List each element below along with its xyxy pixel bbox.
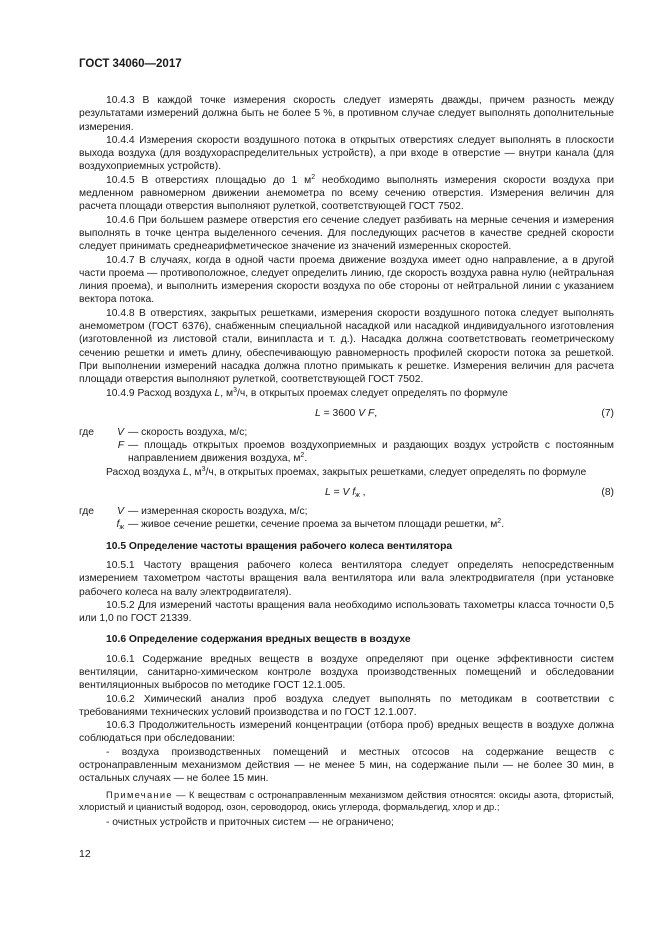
- text: ,: [359, 487, 366, 499]
- paragraph-10-4-6: 10.4.6 При большем размере отверстия его сечение следует разбивать на мерные сечения и измерения выполнять в точке центра выделенного сечения. Для последующих расчетов в качестве средней скорости следует принимать среднеарифметическое значение из значений измеренных скоростей.: [79, 214, 614, 253]
- formula-8: [79, 483, 614, 502]
- note-label: Примечание: [106, 789, 173, 800]
- symbol: V: [117, 426, 124, 438]
- paragraph-10-6-2: 10.6.2 Химический анализ проб воздуха следует выполнять по методикам в соответствии с требованиями технических условий производства и по ГОСТ 12.1.007.: [79, 693, 614, 718]
- section-heading-10-5: 10.5 Определение частоты вращения рабочего колеса вентилятора: [106, 540, 453, 552]
- where-label: где: [79, 426, 95, 438]
- superscript: 2: [497, 518, 502, 526]
- where-label: где: [79, 506, 95, 518]
- variable: f: [352, 487, 356, 499]
- page-body: [79, 94, 614, 830]
- text: необходимо выполнять измерения скорости воздуха при медленном равномерном движении анемометра по всему сечению отверстия. Измерения величин для расчета площади отверстия выполняют рулеткой, соответствующей ГОСТ 7502.: [79, 174, 614, 213]
- superscript: 3: [201, 465, 206, 473]
- list-item: - воздуха производственных помещений и местных отсосов на содержание веществ с остронаправленным механизмом действия — не менее 5 мин, на содержание пыли — не более 30 мин, в остальных случаях — не более 15 мин.: [79, 746, 614, 785]
- where-item: [79, 518, 614, 531]
- where-label: [79, 439, 104, 466]
- paragraph-10-4-8: 10.4.8 В отверстиях, закрытых решетками, измерения скорости воздушного потока следует выполнять анемометром (ГОСТ 6376), снабженным специальной насадкой или насадкой индивидуального изготовления (изготовленной из листовой стали, винипласта и т. д.). Насадка должна соответствовать геометрическому сечению решетки и иметь длину, обеспечивающую равномерность профилей скорости потока за решеткой. При выполнении измерений насадка должна плотно примыкать к решетке. Измерения величин для расчета площади отверстия выполняют рулеткой, соответствующей ГОСТ 7502.: [79, 307, 614, 386]
- formula-7: [79, 404, 614, 423]
- variable: L: [214, 387, 221, 399]
- text: .: [304, 453, 308, 465]
- symbol: F: [117, 440, 124, 452]
- document-header: ГОСТ 34060—2017: [79, 58, 182, 70]
- text: 10.4.5 В отверстиях площадью до 1 м: [106, 174, 312, 186]
- text: /ч, в открытых проемах, закрытых решетками, следует определять по формуле: [205, 466, 587, 478]
- text: , м: [220, 387, 234, 399]
- text: =: [330, 487, 343, 499]
- where-label: [79, 518, 104, 531]
- section-heading-10-6: 10.6 Определение содержания вредных веществ в воздухе: [106, 634, 411, 646]
- text: — живое сечение решетки, сечение проема за вычетом площади решетки, м: [128, 519, 498, 531]
- text: — площадь открытых проемов воздухоприемных и раздающих воздух устройств с постоянным направлением движения воздуха, м: [128, 440, 614, 465]
- paragraph-10-6-3: 10.6.3 Продолжительность измерений концентрации (отбора проб) вредных веществ в воздухе должна соблюдаться при обследовании:: [79, 720, 614, 745]
- note-text: — К веществам с остронаправленным механизмом действия относятся: оксиды азота, фтористый, хлористый и цианистый водород, озон, сероводород, окись углерода, формальдегид, хлор и др.;: [79, 789, 614, 812]
- definition: [128, 439, 614, 466]
- paragraph-10-4-7: 10.4.7 В случаях, когда в одной части проема движение воздуха имеет одно направление, а в другой части проема — противоположное, следует определить линию, где скорость воздуха равна нулю (нейтральная линия проема), и выполнить измерения скорости воздуха по обе стороны от нейтральной линии с указанием вектора потока.: [79, 254, 614, 306]
- note: [79, 789, 614, 814]
- variable: f: [116, 519, 120, 531]
- superscript: 2: [300, 452, 305, 460]
- text: /ч, в открытых проемах следует определять по формуле: [236, 387, 508, 399]
- superscript: 2: [311, 173, 316, 181]
- text: .: [501, 519, 505, 531]
- variable: L: [325, 487, 331, 499]
- paragraph-10-4-3: 10.4.3 В каждой точке измерения скорость следует измерять дважды, причем разность между результатами измерений должна быть не более 5 %, в противном случае следует выполнять дополнительные измерения.: [79, 95, 614, 133]
- definition: — скорость воздуха, м/с;: [128, 426, 248, 438]
- symbol: [104, 518, 128, 531]
- definition: — измеренная скорость воздуха, м/с;: [128, 506, 308, 518]
- paragraph-10-4-9: [79, 387, 614, 400]
- formula-expression: [325, 486, 366, 499]
- page-number: 12: [79, 848, 91, 860]
- definition: [128, 518, 614, 531]
- where-item: [79, 505, 614, 518]
- text: 10.4.9 Расход воздуха: [106, 387, 215, 399]
- variable: L: [183, 466, 189, 478]
- text: Расход воздуха: [106, 466, 184, 478]
- formula-expression: [315, 407, 377, 420]
- paragraph-10-5-1: 10.5.1 Частоту вращения рабочего колеса вентилятора следует определять непосредственным измерением тахометром частоты вращения вала вентилятора или вала электродвигателя (при установке рабочего колеса на валу электродвигателя).: [79, 559, 614, 598]
- variable: F: [368, 407, 375, 419]
- paragraph-10-4-5: [79, 174, 614, 214]
- subscript: ж: [355, 492, 360, 500]
- paragraph-rate: [79, 466, 614, 479]
- variable: V: [342, 487, 350, 499]
- formula-number: (7): [601, 407, 614, 419]
- where-item: [79, 426, 614, 439]
- text: = 3600: [320, 407, 359, 419]
- where-item: [79, 439, 614, 466]
- variable: L: [315, 407, 321, 419]
- text: , м: [188, 466, 202, 478]
- paragraph-10-4-4: 10.4.4 Измерения скорости воздушного потока в открытых отверстиях следует выполнять в плоскости выхода воздуха (для воздухораспределительных устройств), а при входе в отверстие — внутри канала (для воздухоприемных устройств).: [79, 134, 614, 173]
- symbol: V: [117, 506, 124, 518]
- list-item: - очистных устройств и приточных систем — не ограничено;: [106, 817, 394, 829]
- subscript: ж: [119, 524, 124, 532]
- superscript: 3: [233, 386, 237, 394]
- formula-number: (8): [601, 487, 614, 499]
- text: ,: [374, 407, 378, 419]
- paragraph-10-6-1: 10.6.1 Содержание вредных веществ в воздухе определяют при оценке эффективности систем вентиляции, санитарно-химическом контроле воздуха производственных помещений и обследовании вентиляционных выбросов по методике ГОСТ 12.1.005.: [79, 653, 614, 692]
- paragraph-10-5-2: 10.5.2 Для измерений частоты вращения вала необходимо использовать тахометры класса точности 0,5 или 1,0 по ГОСТ 21339.: [79, 599, 614, 625]
- variable: V: [358, 407, 366, 419]
